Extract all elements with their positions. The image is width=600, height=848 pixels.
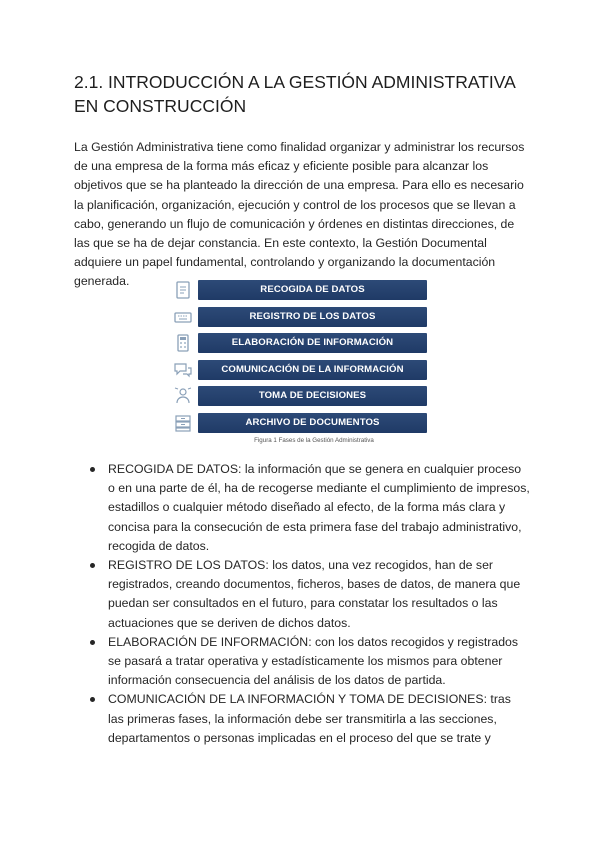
phase-step [172, 280, 502, 300]
list-item: ELABORACIÓN DE INFORMACIÓN: con los datos recogidos y registrados se pasará a tratar operativa y estadísticamente los mismos para obtener información consecuencia del análisis de los datos de partida. [90, 633, 530, 691]
phase-step [172, 360, 502, 380]
phase-step [172, 386, 502, 406]
phase-label: REGISTRO DE LOS DATOS [198, 307, 427, 327]
list-item: REGISTRO DE LOS DATOS: los datos, una vez recogidos, han de ser registrados, creando documentos, ficheros, bases de datos, de manera que puedan ser consultados en el futuro, para constatar los resultados o las actuaciones que se deriven de dichos datos. [90, 556, 530, 633]
figure-caption: Figura 1 Fases de la Gestión Administrativa [254, 437, 374, 444]
keyboard-icon [172, 307, 194, 327]
phase-label: COMUNICACIÓN DE LA INFORMACIÓN [198, 360, 427, 380]
phase-step [172, 413, 502, 433]
decision-icon [172, 386, 194, 406]
phases-figure [172, 280, 502, 440]
phase-label: ARCHIVO DE DOCUMENTOS [198, 413, 427, 433]
list-item: COMUNICACIÓN DE LA INFORMACIÓN Y TOMA DE DECISIONES: tras las primeras fases, la información debe ser transmitirla a las secciones, departamentos o personas implicadas en el proceso del que se trate y [90, 690, 530, 748]
archive-icon [172, 413, 194, 433]
phase-label: TOMA DE DECISIONES [198, 386, 427, 406]
phase-step [172, 307, 502, 327]
chat-icon [172, 360, 194, 380]
section-heading: 2.1. INTRODUCCIÓN A LA GESTIÓN ADMINISTRATIVA EN CONSTRUCCIÓN [74, 72, 515, 116]
list-item: RECOGIDA DE DATOS: la información que se genera en cualquier proceso o en una parte de él, ha de recogerse mediante el cumplimiento de impresos, estadillos o cualquier método diseñado al efecto, de la forma más clara y concisa para la consecución de esta primera fase del trabajo administrativo, recogida de datos. [90, 460, 530, 556]
phases-list [90, 460, 530, 748]
phase-step [172, 333, 502, 353]
survey-icon [172, 280, 194, 300]
phase-label: RECOGIDA DE DATOS [198, 280, 427, 300]
calculator-icon [172, 333, 194, 353]
intro-paragraph: La Gestión Administrativa tiene como finalidad organizar y administrar los recursos de una empresa de la forma más eficaz y eficiente posible para alcanzar los objetivos que se ha planteado la dirección de una empresa. Para ello es necesario la planificación, organización, ejecución y control de los procesos que se llevan a cabo, generando un flujo de comunicación y órdenes en distintas direcciones, de las que se ha de dejar constancia. En este contexto, la Gestión Documental adquiere un papel fundamental, controlando y organizando la documentación generada. [74, 140, 525, 289]
phase-label: ELABORACIÓN DE INFORMACIÓN [198, 333, 427, 353]
